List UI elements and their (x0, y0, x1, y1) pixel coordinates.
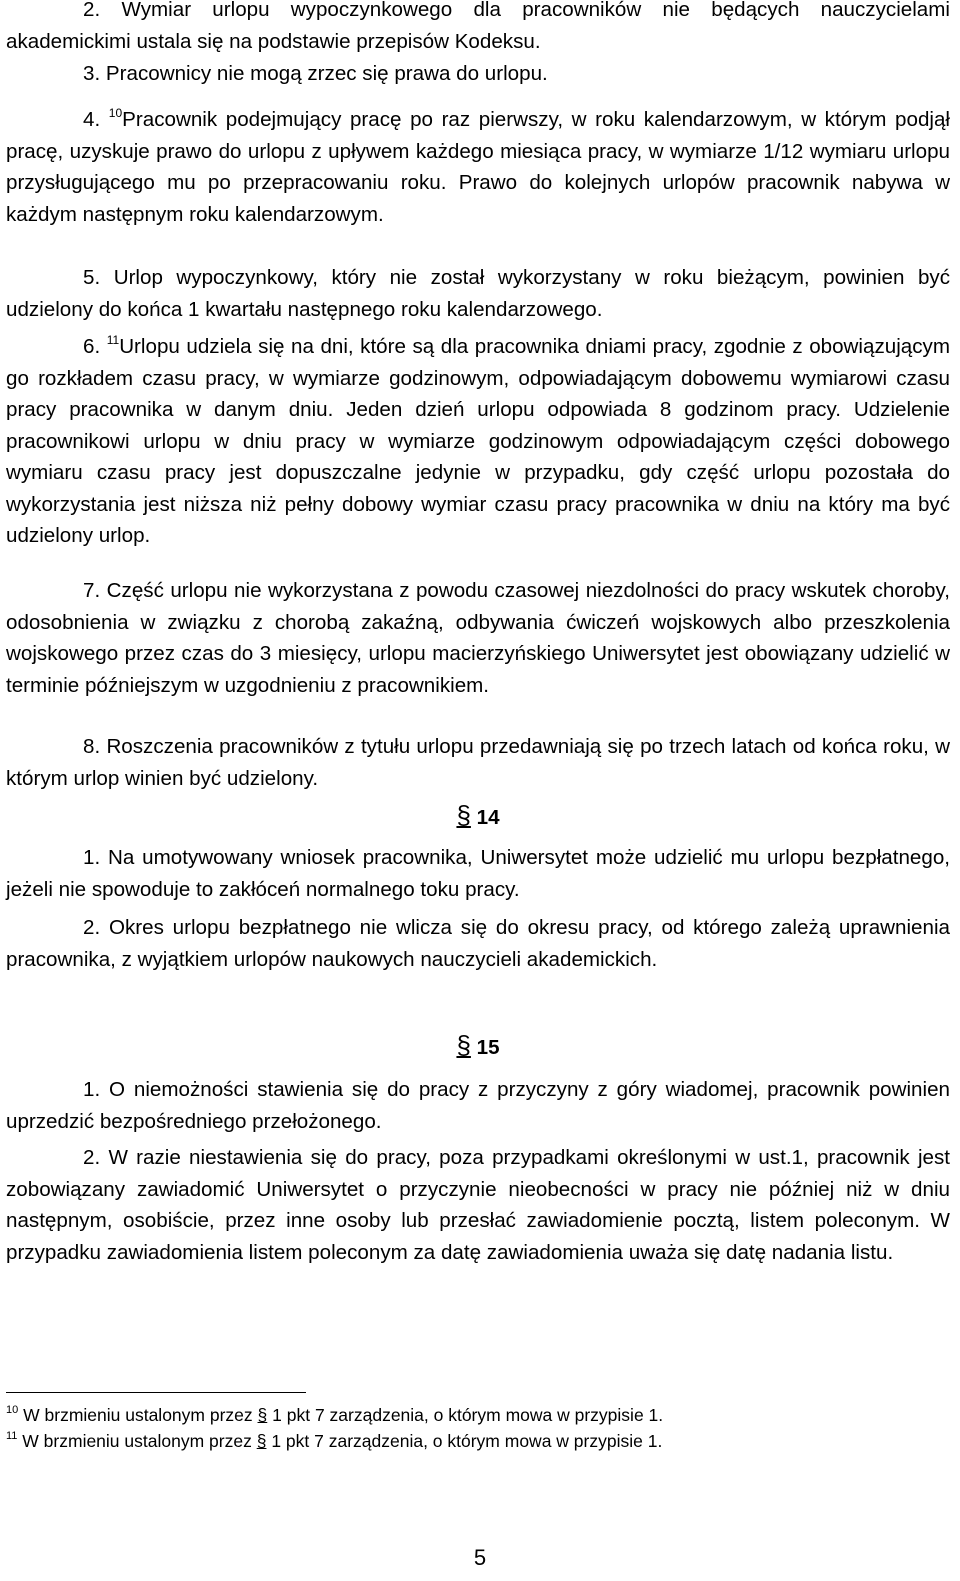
paragraph-number: 1. (83, 846, 101, 869)
paragraph-number: 2. (83, 1146, 101, 1169)
footnote-text-after: 1 pkt 7 zarządzenia, o którym mowa w przypisie 1. (272, 1405, 664, 1425)
paragraph-text: Urlop wypoczynkowy, który nie został wykorzystany w roku bieżącym, powinien być udzielony do końca 1 kwartału następnego roku kalendarzowego. (6, 266, 950, 321)
section-number: 14 (476, 806, 500, 829)
footnote-ref[interactable]: 11 (106, 333, 120, 347)
paragraph-number: 3. (83, 62, 101, 85)
paragraph-6 (6, 331, 950, 552)
footnote-11 (6, 1431, 950, 1451)
footnote-10 (6, 1405, 950, 1425)
paragraph-number: 2. (83, 916, 101, 939)
page-number: 5 (473, 1545, 487, 1570)
s14-paragraph-1 (6, 842, 950, 905)
footnote-mark: 11 (6, 1430, 18, 1442)
footnote-symbol: § (256, 1431, 267, 1451)
paragraph-text: Urlopu udziela się na dni, które są dla pracownika dniami pracy, zgodnie z obowiązującym go rozkładem czasu pracy, w wymiarze godzinowym, odpowiadającym dobowemu wymiarowi czasu pracy pracownika w danym dniu. Jeden dzień urlopu odpowiada 8 godzinom pracy. Udzielenie pracownikowi urlopu w dniu pracy w wymiarze godzinowym odpowiadającym części dobowego wymiaru czasu pracy jest dopuszczalne jedynie w przypadku, gdy część urlopu pozostała do wykorzystania jest niższa niż pełny dobowy wymiar czasu pracy pracownika w dniu na który ma być udzielony urlop. (6, 335, 950, 547)
footnote-text-before: W brzmieniu ustalonym przez (23, 1405, 253, 1425)
paragraph-text: Roszczenia pracowników z tytułu urlopu przedawniają się po trzech latach od końca roku, w którym urlop winien być udzielony. (6, 735, 950, 790)
paragraph-number: 5. (83, 266, 101, 289)
paragraph-text: Okres urlopu bezpłatnego nie wlicza się do okresu pracy, od którego zależą uprawnienia pracownika, z wyjątkiem urlopów naukowych nauczycieli akademickich. (6, 916, 950, 971)
paragraph-3 (6, 58, 950, 90)
paragraph-number: 4. (83, 108, 101, 131)
footnote-symbol: § (257, 1405, 268, 1425)
paragraph-text: Pracownicy nie mogą zrzec się prawa do urlopu. (105, 62, 548, 85)
paragraph-number: 1. (83, 1078, 101, 1101)
section-heading-14 (6, 800, 950, 831)
paragraph-number: 6. (83, 335, 101, 358)
section-heading-15 (6, 1030, 950, 1061)
paragraph-text: W razie niestawienia się do pracy, poza przypadkami określonymi w ust.1, pracownik jest zobowiązany zawiadomić Uniwersytet o przyczynie nieobecności w pracy nie później niż w dniu następnym, osobiście, przez inne osoby lub przesłać zawiadomienie pocztą, listem poleconym. W przypadku zawiadomienia listem poleconym za datę zawiadomienia uważa się datę nadania listu. (6, 1146, 950, 1264)
paragraph-text: Wymiar urlopu wypoczynkowego dla pracowników nie będących nauczycielami akademickimi ustala się na podstawie przepisów Kodeksu. (6, 0, 950, 53)
paragraph-number: 7. (83, 579, 101, 602)
paragraph-text: Pracownik podejmujący pracę po raz pierwszy, w roku kalendarzowym, w którym podjął pracę, uzyskuje prawo do urlopu z upływem każdego miesiąca pracy, w wymiarze 1/12 wymiaru urlopu przysługującego mu po przepracowaniu roku. Prawo do kolejnych urlopów pracownik nabywa w każdym następnym roku kalendarzowym. (6, 108, 950, 226)
footnote-text-after: 1 pkt 7 zarządzenia, o którym mowa w przypisie 1. (271, 1431, 663, 1451)
section-symbol: § (456, 1030, 471, 1060)
paragraph-8 (6, 731, 950, 794)
footnote-text-before: W brzmieniu ustalonym przez (22, 1431, 252, 1451)
footnote-divider (6, 1392, 306, 1393)
paragraph-text: O niemożności stawienia się do pracy z przyczyny z góry wiadomej, pracownik powinien uprzedzić bezpośredniego przełożonego. (6, 1078, 950, 1133)
footnote-mark: 10 (6, 1404, 19, 1416)
paragraph-4 (6, 104, 950, 230)
paragraph-text: Na umotywowany wniosek pracownika, Uniwersytet może udzielić mu urlopu bezpłatnego, jeżeli nie spowoduje to zakłóceń normalnego toku pracy. (6, 846, 950, 901)
footnote-ref[interactable]: 10 (108, 106, 123, 120)
section-symbol: § (456, 800, 471, 830)
paragraph-5 (6, 262, 950, 325)
paragraph-number: 2. (83, 0, 101, 21)
section-number: 15 (476, 1036, 500, 1059)
s14-paragraph-2 (6, 912, 950, 975)
paragraph-2 (6, 0, 950, 57)
s15-paragraph-2 (6, 1142, 950, 1268)
paragraph-text: Część urlopu nie wykorzystana z powodu czasowej niezdolności do pracy wskutek choroby, odosobnienia w związku z chorobą zakaźną, odbywania ćwiczeń wojskowych albo przeszkolenia wojskowego przez czas do 3 miesięcy, urlopu macierzyńskiego Uniwersytet jest obowiązany udzielić w terminie późniejszym w uzgodnieniu z pracownikiem. (6, 579, 950, 697)
paragraph-7 (6, 575, 950, 701)
paragraph-number: 8. (83, 735, 101, 758)
s15-paragraph-1 (6, 1074, 950, 1137)
